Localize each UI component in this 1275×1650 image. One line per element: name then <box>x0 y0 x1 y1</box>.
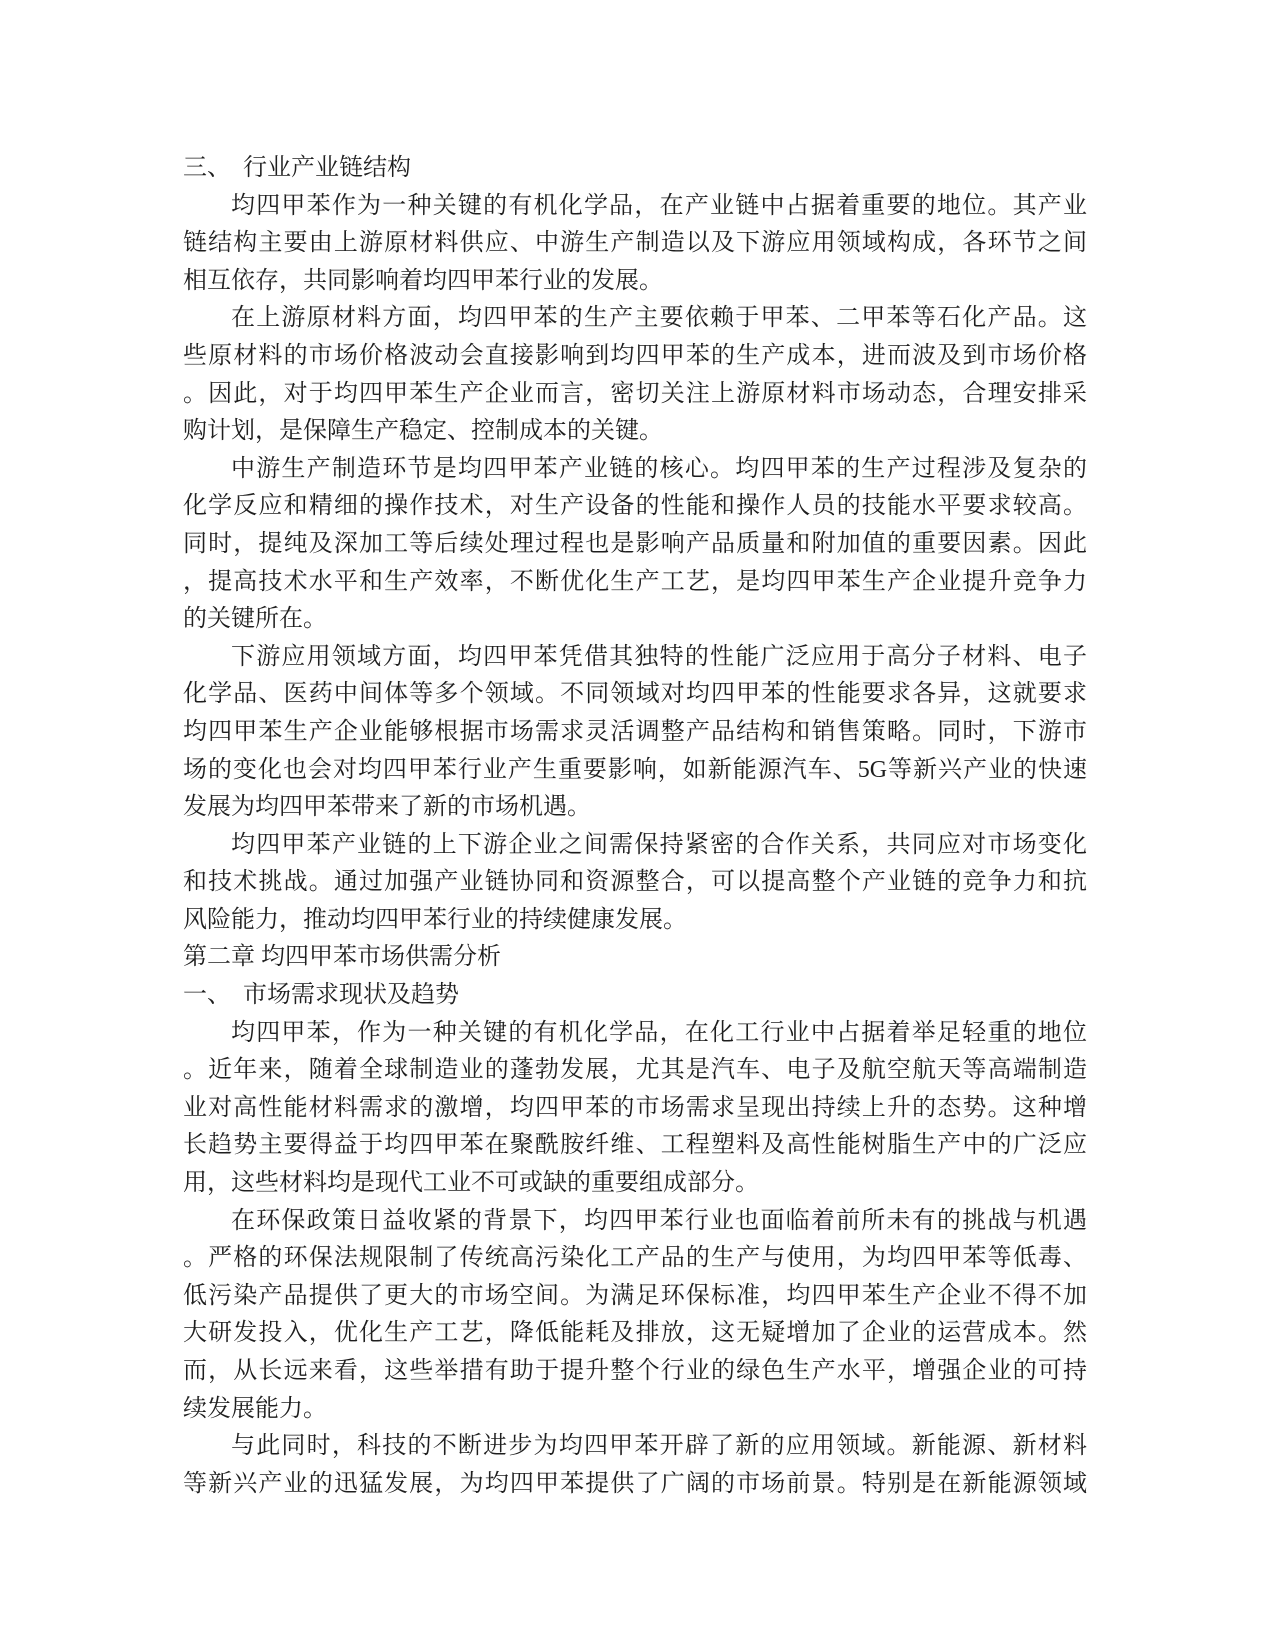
text-line: 化学反应和精细的操作技术，对生产设备的性能和操作人员的技能水平要求较高。 <box>183 493 1087 520</box>
text-line: 。近年来，随着全球制造业的蓬勃发展，尤其是汽车、电子及航空航天等高端制造 <box>183 1057 1087 1084</box>
text-line: 均四甲苯，作为一种关键的有机化学品，在化工行业中占据着举足轻重的地位 <box>231 1019 1087 1046</box>
text-line: 化学品、医药中间体等多个领域。不同领域对均四甲苯的性能要求各异，这就要求 <box>183 681 1087 708</box>
text-line: 场的变化也会对均四甲苯行业产生重要影响，如新能源汽车、5G等新兴产业的快速 <box>183 756 1087 783</box>
text-line: 均四甲苯产业链的上下游企业之间需保持紧密的合作关系，共同应对市场变化 <box>231 831 1087 858</box>
heading-line: 第二章 均四甲苯市场供需分析 <box>183 944 501 971</box>
heading-line: 一、 市场需求现状及趋势 <box>183 982 459 1009</box>
text-line: 风险能力，推动均四甲苯行业的持续健康发展。 <box>183 906 687 933</box>
text-line: 大研发投入，优化生产工艺，降低能耗及排放，这无疑增加了企业的运营成本。然 <box>183 1320 1087 1347</box>
text-line: 而，从长远来看，这些举措有助于提升整个行业的绿色生产水平，增强企业的可持 <box>183 1358 1087 1384</box>
text-line: 同时，提纯及深加工等后续处理过程也是影响产品质量和附加值的重要因素。因此 <box>183 530 1087 557</box>
text-line: 等新兴产业的迅猛发展，为均四甲苯提供了广阔的市场前景。特别是在新能源领域 <box>183 1470 1087 1497</box>
heading-line: 三、 行业产业链结构 <box>183 155 411 181</box>
document-text-block <box>183 150 1087 1503</box>
text-line: 下游应用领域方面，均四甲苯凭借其独特的性能广泛应用于高分子材料、电子 <box>231 643 1087 670</box>
text-line: 。严格的环保法规限制了传统高污染化工产品的生产与使用，为均四甲苯等低毒、 <box>183 1245 1087 1272</box>
text-line: 链结构主要由上游原材料供应、中游生产制造以及下游应用领域构成，各环节之间 <box>183 230 1087 257</box>
text-line: 用，这些材料均是现代工业不可或缺的重要组成部分。 <box>183 1170 759 1197</box>
text-line: 和技术挑战。通过加强产业链协同和资源整合，可以提高整个产业链的竞争力和抗 <box>183 869 1087 896</box>
text-line: 均四甲苯作为一种关键的有机化学品，在产业链中占据着重要的地位。其产业 <box>231 192 1087 219</box>
text-line: 在环保政策日益收紧的背景下，均四甲苯行业也面临着前所未有的挑战与机遇 <box>231 1207 1087 1234</box>
text-line: 发展为均四甲苯带来了新的市场机遇。 <box>183 794 591 821</box>
text-line: 业对高性能材料需求的激增，均四甲苯的市场需求呈现出持续上升的态势。这种增 <box>183 1094 1087 1121</box>
text-line: 购计划，是保障生产稳定、控制成本的关键。 <box>183 418 663 445</box>
text-line: 均四甲苯生产企业能够根据市场需求灵活调整产品结构和销售策略。同时，下游市 <box>183 718 1087 745</box>
text-line: 续发展能力。 <box>183 1395 327 1422</box>
text-line: 些原材料的市场价格波动会直接影响到均四甲苯的生产成本，进而波及到市场价格 <box>183 342 1087 369</box>
text-line: ，提高技术水平和生产效率，不断优化生产工艺，是均四甲苯生产企业提升竞争力 <box>183 568 1087 595</box>
text-line: 的关键所在。 <box>183 606 327 633</box>
text-line: 与此同时，科技的不断进步为均四甲苯开辟了新的应用领域。新能源、新材料 <box>231 1433 1087 1460</box>
text-line: 长趋势主要得益于均四甲苯在聚酰胺纤维、工程塑料及高性能树脂生产中的广泛应 <box>183 1132 1087 1159</box>
text-line: 低污染产品提供了更大的市场空间。为满足环保标准，均四甲苯生产企业不得不加 <box>183 1282 1087 1309</box>
text-line: 中游生产制造环节是均四甲苯产业链的核心。均四甲苯的生产过程涉及复杂的 <box>231 455 1087 482</box>
text-line: 在上游原材料方面，均四甲苯的生产主要依赖于甲苯、二甲苯等石化产品。这 <box>231 305 1087 332</box>
text-line: 。因此，对于均四甲苯生产企业而言，密切关注上游原材料市场动态，合理安排采 <box>183 380 1087 407</box>
text-line: 相互依存，共同影响着均四甲苯行业的发展。 <box>183 267 663 294</box>
